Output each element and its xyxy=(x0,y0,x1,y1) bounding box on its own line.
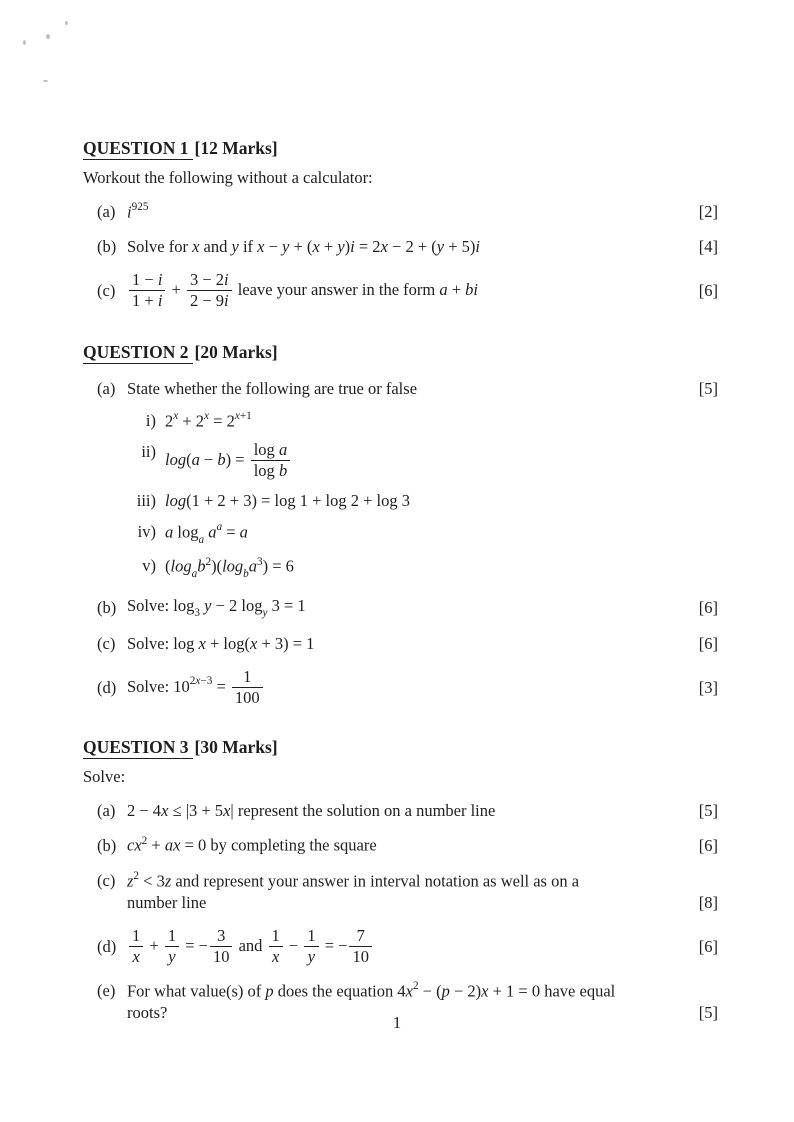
sub-item-v xyxy=(83,555,718,581)
sub-item-formula: log(a − b) = $\frac{\text{log a}}{\text{log b}}$ xyxy=(165,441,718,481)
item-formula: For what value(s) of p does the equation $4x^2 - (p - 2)x + 1 = 0$ have equal roots? xyxy=(127,979,616,1022)
scan-speck xyxy=(43,80,48,82)
item-label: (e) xyxy=(97,980,116,1000)
sub-item-formula: $(\log_ab^2)(\log_ba^3) = 6$ xyxy=(165,555,294,581)
sub-item-label: iii) xyxy=(136,490,156,510)
page-number: 1 xyxy=(392,1013,402,1032)
item-label: (b) xyxy=(97,237,117,257)
marks-badge: [5] xyxy=(698,1002,718,1022)
item-formula: Solve: $\log_3 y - 2$ $\log_y 3 = 1$ xyxy=(127,595,306,620)
marks-badge: [4] xyxy=(698,237,718,257)
sub-item-label: iv) xyxy=(137,521,156,541)
item-formula: $cx^2$ + ax = 0 by completing the square xyxy=(127,834,377,855)
question-2-total-marks: [20 Marks] xyxy=(194,341,278,362)
item-formula: $\frac{1 - i}{1 + i}$ + $\frac{3 - 2i}{2 - 9i}$ leave your answer in the form a + bi xyxy=(127,271,691,311)
scan-speck xyxy=(23,40,26,45)
question-2-heading xyxy=(83,341,718,364)
question-item-2a xyxy=(83,378,718,400)
sub-item-label: i) xyxy=(145,410,156,430)
item-label: (d) xyxy=(97,677,117,697)
question-2-section xyxy=(83,341,718,708)
marks-badge: [6] xyxy=(698,633,718,653)
item-label: (a) xyxy=(97,378,116,398)
sub-item-i xyxy=(83,410,718,432)
question-item-2c xyxy=(83,633,718,655)
question-1-intro: Workout the following without a calculator: xyxy=(83,168,373,188)
item-label: (b) xyxy=(97,597,117,617)
question-item-2d xyxy=(83,668,718,708)
marks-badge: [6] xyxy=(698,835,718,855)
question-3-intro: Solve: xyxy=(83,766,126,786)
item-formula: 2 − 4x ≤ |3 + 5x| represent the solution on a number line xyxy=(127,800,496,820)
item-formula: Solve: log x + log(x + 3) = 1 xyxy=(127,633,315,653)
question-1-section xyxy=(83,137,718,311)
sub-item-iii xyxy=(83,490,718,512)
marks-badge: [8] xyxy=(698,892,718,912)
question-2-title: QUESTION 2 xyxy=(83,342,193,364)
question-1-title: QUESTION 1 xyxy=(83,138,193,160)
sub-item-formula: log(1 + 2 + 3) = log 1 + log 2 + log 3 xyxy=(165,490,410,510)
item-label: (b) xyxy=(97,835,117,855)
sub-item-formula: $2^x + 2^x = 2^{x+1}$ xyxy=(165,410,252,431)
item-label: (c) xyxy=(97,633,116,653)
marks-badge: [2] xyxy=(698,202,718,222)
question-item-1c xyxy=(83,271,718,311)
scan-speck xyxy=(65,21,68,25)
item-formula: Solve: $10^{2x-3}$ = $\frac{1}{100}$ xyxy=(127,668,691,708)
item-formula: $\frac{1}{x}$ + $\frac{1}{y}$ = − $\frac{3}{10}$ and $\frac{1}{x}$ − $\frac{1}{y}$ = − $\frac{7}{10}$ xyxy=(127,927,691,967)
sub-item-formula: a $\log_a a^a = a$ xyxy=(165,521,248,546)
question-3-heading xyxy=(83,736,718,759)
item-formula: Solve for x and y if x − y + (x + y)i = 2x − 2 + (y + 5)i xyxy=(127,237,480,257)
marks-badge: [6] xyxy=(698,597,718,617)
question-item-1a xyxy=(83,201,718,223)
question-1-heading xyxy=(83,137,718,160)
question-3-section xyxy=(83,736,718,1024)
item-formula: $z^2 < 3z$ and represent your answer in interval notation as well as on a number line xyxy=(127,869,580,912)
item-label: (c) xyxy=(97,280,116,300)
marks-badge: [6] xyxy=(698,280,718,300)
question-item-3a xyxy=(83,800,718,822)
question-item-3c xyxy=(83,870,718,914)
scan-speck xyxy=(46,34,50,39)
item-label: (d) xyxy=(97,936,117,956)
sub-item-iv xyxy=(83,521,718,547)
marks-badge: [3] xyxy=(698,677,718,697)
sub-item-label: ii) xyxy=(141,441,156,461)
question-item-1b xyxy=(83,236,718,258)
question-3-total-marks: [30 Marks] xyxy=(194,736,278,757)
marks-badge: [5] xyxy=(698,378,718,398)
question-item-2b xyxy=(83,595,718,620)
question-3-title: QUESTION 3 xyxy=(83,737,193,759)
item-formula: $i^{925}$ xyxy=(127,201,149,222)
sub-item-label: v) xyxy=(142,556,156,576)
item-label: (a) xyxy=(97,202,116,222)
marks-badge: [5] xyxy=(698,800,718,820)
true-false-list xyxy=(83,410,718,581)
question-1-total-marks: [12 Marks] xyxy=(194,138,278,158)
item-text: State whether the following are true or false xyxy=(127,378,418,398)
marks-badge: [6] xyxy=(698,936,718,956)
question-item-3d xyxy=(83,927,718,967)
item-label: (c) xyxy=(97,870,116,890)
sub-item-ii xyxy=(83,441,718,481)
question-item-3b xyxy=(83,834,718,856)
item-label: (a) xyxy=(97,800,116,820)
